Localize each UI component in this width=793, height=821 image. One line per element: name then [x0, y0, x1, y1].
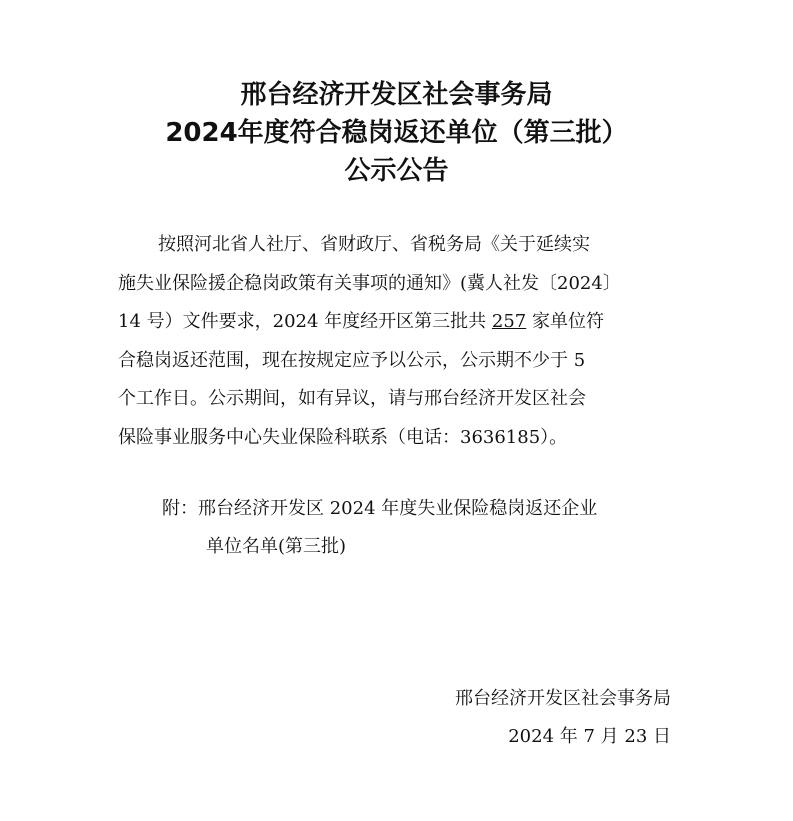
- attachment-note: [162, 490, 597, 566]
- body-line-2: 施失业保险援企稳岗政策有关事项的通知》(冀人社发〔2024〕: [118, 272, 621, 294]
- signature-block: [455, 680, 671, 756]
- signature-date: 2024 年 7 月 23 日: [508, 726, 671, 747]
- body-line-4: 合稳岗返还范围，现在按规定应予以公示，公示期不少于 5: [118, 349, 586, 371]
- body-line-3-pre: 14 号）文件要求，2024 年度经开区第三批共: [118, 311, 492, 332]
- unit-count: 257: [491, 311, 527, 332]
- attachment-line-1: 附：邢台经济开发区 2024 年度失业保险稳岗返还企业: [162, 498, 598, 519]
- body-line-5: 个工作日。公示期间，如有异议，请与邢台经济开发区社会: [118, 388, 586, 409]
- body-line-1: 按照河北省人社厅、省财政厅、省税务局《关于延续实: [158, 234, 590, 255]
- body-line-3-post: 家单位符: [526, 311, 604, 332]
- attachment-line-2: 单位名单(第三批): [206, 536, 347, 557]
- body-line-3: [118, 303, 683, 342]
- body-line-6: 保险事业服务中心失业保险科联系（电话：3636185）。: [118, 426, 568, 448]
- body-paragraph: [118, 226, 683, 457]
- signature-org: 邢台经济开发区社会事务局: [455, 688, 671, 709]
- document-title: [0, 76, 793, 190]
- title-line-1: 邢台经济开发区社会事务局: [240, 80, 553, 110]
- title-line-3: 公示公告: [344, 156, 449, 186]
- title-line-2: 2024年度符合稳岗返还单位（第三批）: [165, 118, 628, 148]
